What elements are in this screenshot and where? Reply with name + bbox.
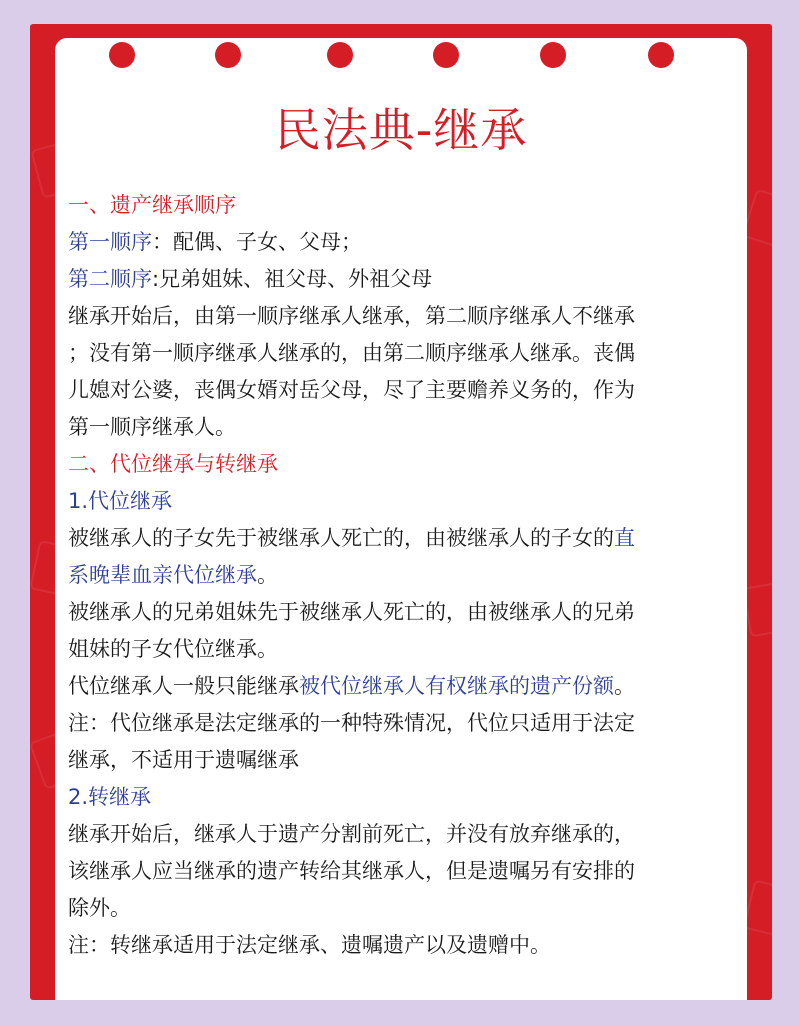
binder-hole [433, 42, 459, 68]
text-line: 除外。 [68, 896, 131, 920]
highlight-span: 直 [614, 526, 635, 550]
section2-heading: 二、代位继承与转继承 [68, 452, 278, 476]
order2-text: :兄弟姐妹、祖父母、外祖父母 [152, 267, 433, 291]
order1-label: 第一顺序 [68, 230, 152, 254]
order1-line [68, 224, 734, 261]
document-body [68, 187, 734, 964]
text-line: 姐妹的子女代位继承。 [68, 637, 278, 661]
text-line: 被继承人的兄弟姐妹先于被继承人死亡的，由被继承人的兄弟 [68, 600, 635, 624]
order2-label: 第二顺序 [68, 267, 152, 291]
order1-text: ：配偶、子女、父母； [152, 230, 362, 254]
text-span: 。 [257, 563, 278, 587]
text-line: 第一顺序继承人。 [68, 415, 236, 439]
order2-line [68, 261, 734, 298]
binder-hole [215, 42, 241, 68]
binder-hole [109, 42, 135, 68]
binder-hole [540, 42, 566, 68]
text-line [68, 557, 734, 594]
text-span: 代位继承人一般只能继承 [68, 674, 299, 698]
section1-heading: 一、遗产继承顺序 [68, 193, 236, 217]
binder-hole [327, 42, 353, 68]
decor-tile [743, 879, 772, 938]
highlight-span: 被代位继承人有权继承的遗产份额 [299, 674, 614, 698]
text-line: 该继承人应当继承的遗产转给其继承人，但是遗嘱另有安排的 [68, 859, 635, 883]
page-title: 民法典-继承 [274, 103, 528, 157]
binder-hole [648, 42, 674, 68]
note-line: 注：转继承适用于法定继承、遗嘱遗产以及遗赠中。 [68, 933, 551, 957]
text-line: 继承开始后，继承人于遗产分割前死亡，并没有放弃继承的， [68, 822, 635, 846]
text-line: 儿媳对公婆，丧偶女婿对岳父母，尽了主要赡养义务的，作为 [68, 378, 635, 402]
note-line: 注：代位继承是法定继承的一种特殊情况，代位只适用于法定 [68, 711, 635, 735]
subsection1-heading: 1.代位继承 [68, 489, 173, 513]
text-line: 继承开始后，由第一顺序继承人继承，第二顺序继承人不继承 [68, 304, 635, 328]
highlight-span: 系晚辈血亲代位继承 [68, 563, 257, 587]
subsection2-heading: 2.转继承 [68, 785, 152, 809]
text-line [68, 668, 734, 705]
text-span: 被继承人的子女先于被继承人死亡的，由被继承人的子女的 [68, 526, 614, 550]
text-line [68, 520, 734, 557]
text-span: 。 [614, 674, 635, 698]
text-line: ；没有第一顺序继承人继承的，由第二顺序继承人继承。丧偶 [68, 341, 635, 365]
note-line: 继承，不适用于遗嘱继承 [68, 748, 299, 772]
